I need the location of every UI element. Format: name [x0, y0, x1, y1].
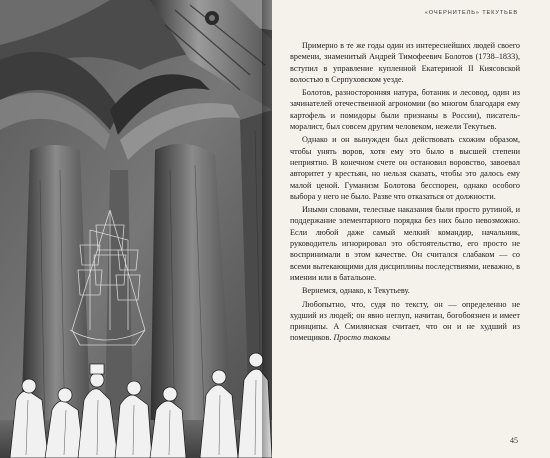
body-text: [290, 40, 520, 344]
paragraph-last-text: Любопытно, что, судя по тексту, он — определенно не худший из людей; он явно неглуп, начитан, богобоязнен и имеет принципы. А Смилянская считает, что он и не худший из помещиков.: [290, 299, 520, 343]
paragraph: Болотов, разносторонняя натура, ботаник и лесовод, один из зачинателей отечественной агрономии (во многом благодаря ему картофель и помидоры были признаны в России), писатель-моралист, был совсем другим человеком, нежели Текутьев.: [290, 88, 520, 132]
paragraph: Примерно в те же годы один из интереснейших людей своего времени, знаменитый Андрей Тимофеевич Болотов (1738–1833), вступил в управление купленной Екатериной II Киясовской волостью в Серпуховском уезде.: [290, 41, 520, 84]
paragraph: Вернемся, однако, к Текутьеву.: [302, 286, 410, 296]
paragraph: Иными словами, телесные наказания были просто рутиной, и поддержание элементарного порядка без них было невозможно. Если любой даже самый мелкий командир, начальник, руководитель игнорировал это обстоятельство, его просто не воспринимали в этом качестве. Он считался слабаком — со всеми вытекающими для дисциплины последствиями, неважно, в имении или в батальоне.: [290, 205, 520, 282]
text-page: [272, 0, 550, 458]
running-head: «ОЧЕРНИТЕЛЬ» ТЕКУТЬЕВ: [424, 10, 518, 16]
page-number: 45: [510, 436, 518, 445]
paragraph-last: [290, 299, 520, 344]
paragraph: Однако и он вынужден был действовать схожим образом, чтобы унять воров, хотя ему это было в высшей степени неприятно. В конечном счете он остановил воровство, завоевал авторитет у крестьян, но нельзя сказать, чтобы это далось ему малой ценой. Гуманизм Болотова бесспорен, однако особого выбора у него не было. Разве что отказаться от должности.: [290, 135, 520, 201]
paragraph-last-italic: Просто таковы: [333, 333, 391, 343]
cathedral-illustration: [0, 0, 272, 458]
illustration-page: [0, 0, 272, 458]
